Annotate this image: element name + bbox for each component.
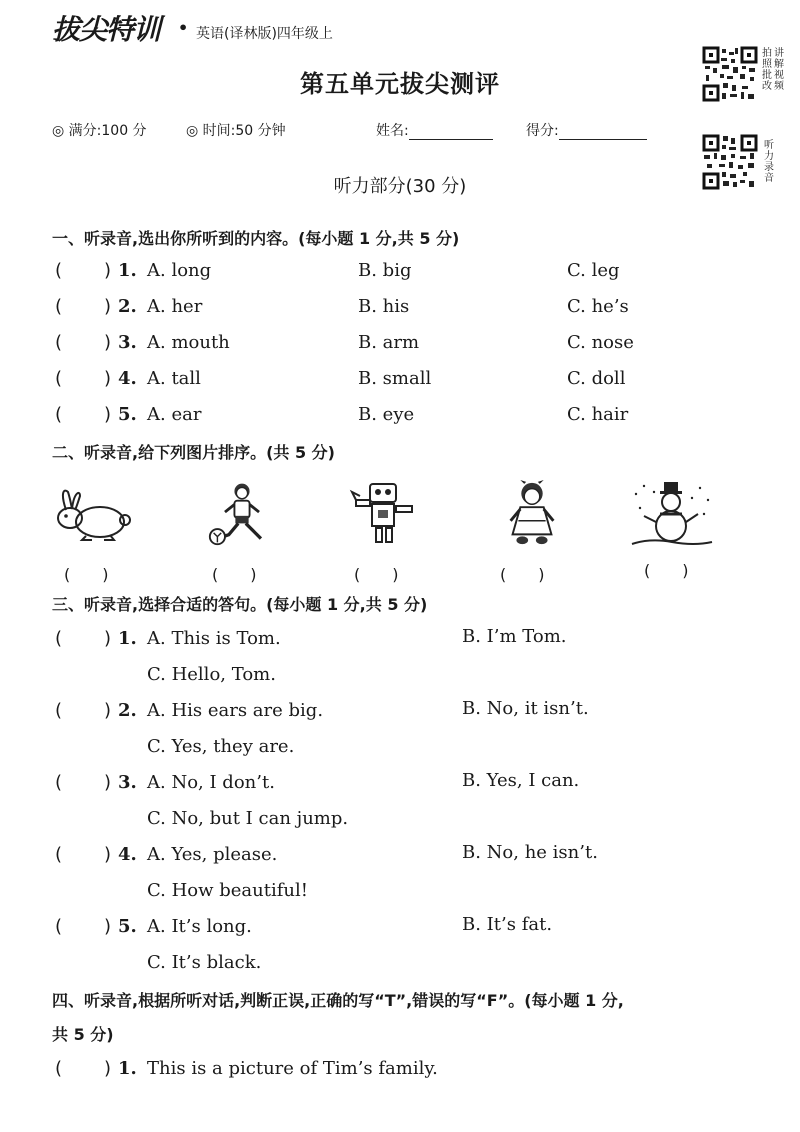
score-field[interactable] — [526, 120, 647, 140]
answer-paren-close: ) — [104, 404, 112, 425]
answer-paren-open[interactable]: ( — [55, 332, 63, 353]
name-label: 姓名: — [376, 123, 409, 139]
option-b: B. No, it isn’t. — [462, 698, 589, 719]
answer-paren-open[interactable]: ( — [55, 260, 63, 281]
option-b: B. eye — [358, 404, 415, 425]
question-number: 1. — [118, 260, 137, 281]
option-c: C. Yes, they are. — [147, 736, 295, 757]
qr-label-audio: 听力录音 — [764, 140, 774, 184]
option-a: A. His ears are big. — [147, 700, 324, 721]
question-number: 1. — [118, 1058, 137, 1079]
option-c: C. he’s — [567, 296, 629, 317]
option-b: B. big — [358, 260, 412, 281]
question-number: 3. — [118, 332, 137, 353]
full-score: ◎ 满分:100 分 — [52, 123, 147, 139]
answer-paren-close: ) — [104, 1058, 112, 1079]
answer-paren-open[interactable]: ( — [55, 628, 63, 649]
option-b: B. It’s fat. — [462, 914, 553, 935]
option-c: C. doll — [567, 368, 626, 389]
section4-heading: 四、听录音,根据所听对话,判断正误,正确的写“T”,错误的写“F”。(每小题 1 分, — [52, 991, 624, 1010]
option-c: C. No, but I can jump. — [147, 808, 349, 829]
robot-picture — [342, 480, 426, 550]
answer-paren-open[interactable]: ( — [55, 844, 63, 865]
option-c: C. nose — [567, 332, 634, 353]
answer-paren-close: ) — [104, 700, 112, 721]
answer-paren-open[interactable]: ( — [55, 404, 63, 425]
picture-order-paren[interactable]: ( ) — [354, 565, 399, 584]
picture-order-paren[interactable]: ( ) — [212, 565, 257, 584]
answer-paren-close: ) — [104, 916, 112, 937]
option-a: A. This is Tom. — [147, 628, 281, 649]
page-title: 第五单元拔尖测评 — [300, 70, 500, 98]
subject-label: 英语(译林版)四年级上 — [196, 26, 333, 42]
answer-paren-open[interactable]: ( — [55, 368, 63, 389]
picture-order-paren[interactable]: ( ) — [500, 565, 545, 584]
statement-text: This is a picture of Tim’s family. — [147, 1058, 438, 1079]
question-number: 5. — [118, 404, 137, 425]
doll-picture — [490, 478, 574, 548]
section3-heading: 三、听录音,选择合适的答句。(每小题 1 分,共 5 分) — [52, 595, 428, 614]
question-number: 5. — [118, 916, 137, 937]
option-c: C. How beautiful! — [147, 880, 308, 901]
answer-paren-close: ) — [104, 772, 112, 793]
option-c: C. hair — [567, 404, 629, 425]
picture-order-paren[interactable]: ( ) — [644, 561, 689, 580]
question-number: 4. — [118, 368, 137, 389]
option-a: A. mouth — [147, 332, 230, 353]
question-number: 4. — [118, 844, 137, 865]
question-number: 3. — [118, 772, 137, 793]
name-blank[interactable] — [409, 123, 493, 140]
answer-paren-close: ) — [104, 368, 112, 389]
brand-logo: 拔尖特训 — [52, 13, 161, 46]
option-a: A. Yes, please. — [147, 844, 278, 865]
boy-football-picture — [200, 478, 284, 548]
qr-label-video-2: 讲解视频 — [774, 48, 784, 92]
option-a: A. long — [147, 260, 212, 281]
name-field[interactable] — [376, 120, 493, 140]
snowman-picture — [630, 480, 714, 550]
option-c: C. Hello, Tom. — [147, 664, 276, 685]
answer-paren-close: ) — [104, 296, 112, 317]
answer-paren-open[interactable]: ( — [55, 296, 63, 317]
option-b: B. I’m Tom. — [462, 626, 567, 647]
option-a: A. No, I don’t. — [147, 772, 275, 793]
option-a: A. ear — [147, 404, 202, 425]
option-b: B. Yes, I can. — [462, 770, 580, 791]
option-a: A. It’s long. — [147, 916, 252, 937]
option-a: A. her — [147, 296, 203, 317]
answer-paren-open[interactable]: ( — [55, 772, 63, 793]
answer-paren-open[interactable]: ( — [55, 700, 63, 721]
answer-paren-open[interactable]: ( — [55, 1058, 63, 1079]
option-c: C. It’s black. — [147, 952, 262, 973]
question-number: 2. — [118, 700, 137, 721]
option-b: B. arm — [358, 332, 420, 353]
section2-heading: 二、听录音,给下列图片排序。(共 5 分) — [52, 443, 335, 462]
answer-paren-close: ) — [104, 628, 112, 649]
answer-paren-close: ) — [104, 844, 112, 865]
answer-paren-close: ) — [104, 332, 112, 353]
question-number: 2. — [118, 296, 137, 317]
answer-paren-open[interactable]: ( — [55, 916, 63, 937]
section1-heading: 一、听录音,选出你所听到的内容。(每小题 1 分,共 5 分) — [52, 229, 460, 248]
option-b: B. No, he isn’t. — [462, 842, 598, 863]
picture-order-paren[interactable]: ( ) — [64, 565, 109, 584]
rabbit-picture — [52, 480, 136, 550]
section4-heading-cont: 共 5 分) — [52, 1025, 114, 1044]
score-label: 得分: — [526, 123, 559, 139]
question-number: 1. — [118, 628, 137, 649]
listening-part-title: 听力部分(30 分) — [333, 176, 467, 197]
option-b: B. small — [358, 368, 432, 389]
option-c: C. leg — [567, 260, 620, 281]
brand-separator: • — [178, 18, 189, 37]
exam-time: ◎ 时间:50 分钟 — [186, 123, 286, 139]
score-blank[interactable] — [559, 123, 647, 140]
qr-label-video: 拍照批改 — [762, 48, 772, 92]
option-b: B. his — [358, 296, 410, 317]
answer-paren-close: ) — [104, 260, 112, 281]
option-a: A. tall — [147, 368, 201, 389]
